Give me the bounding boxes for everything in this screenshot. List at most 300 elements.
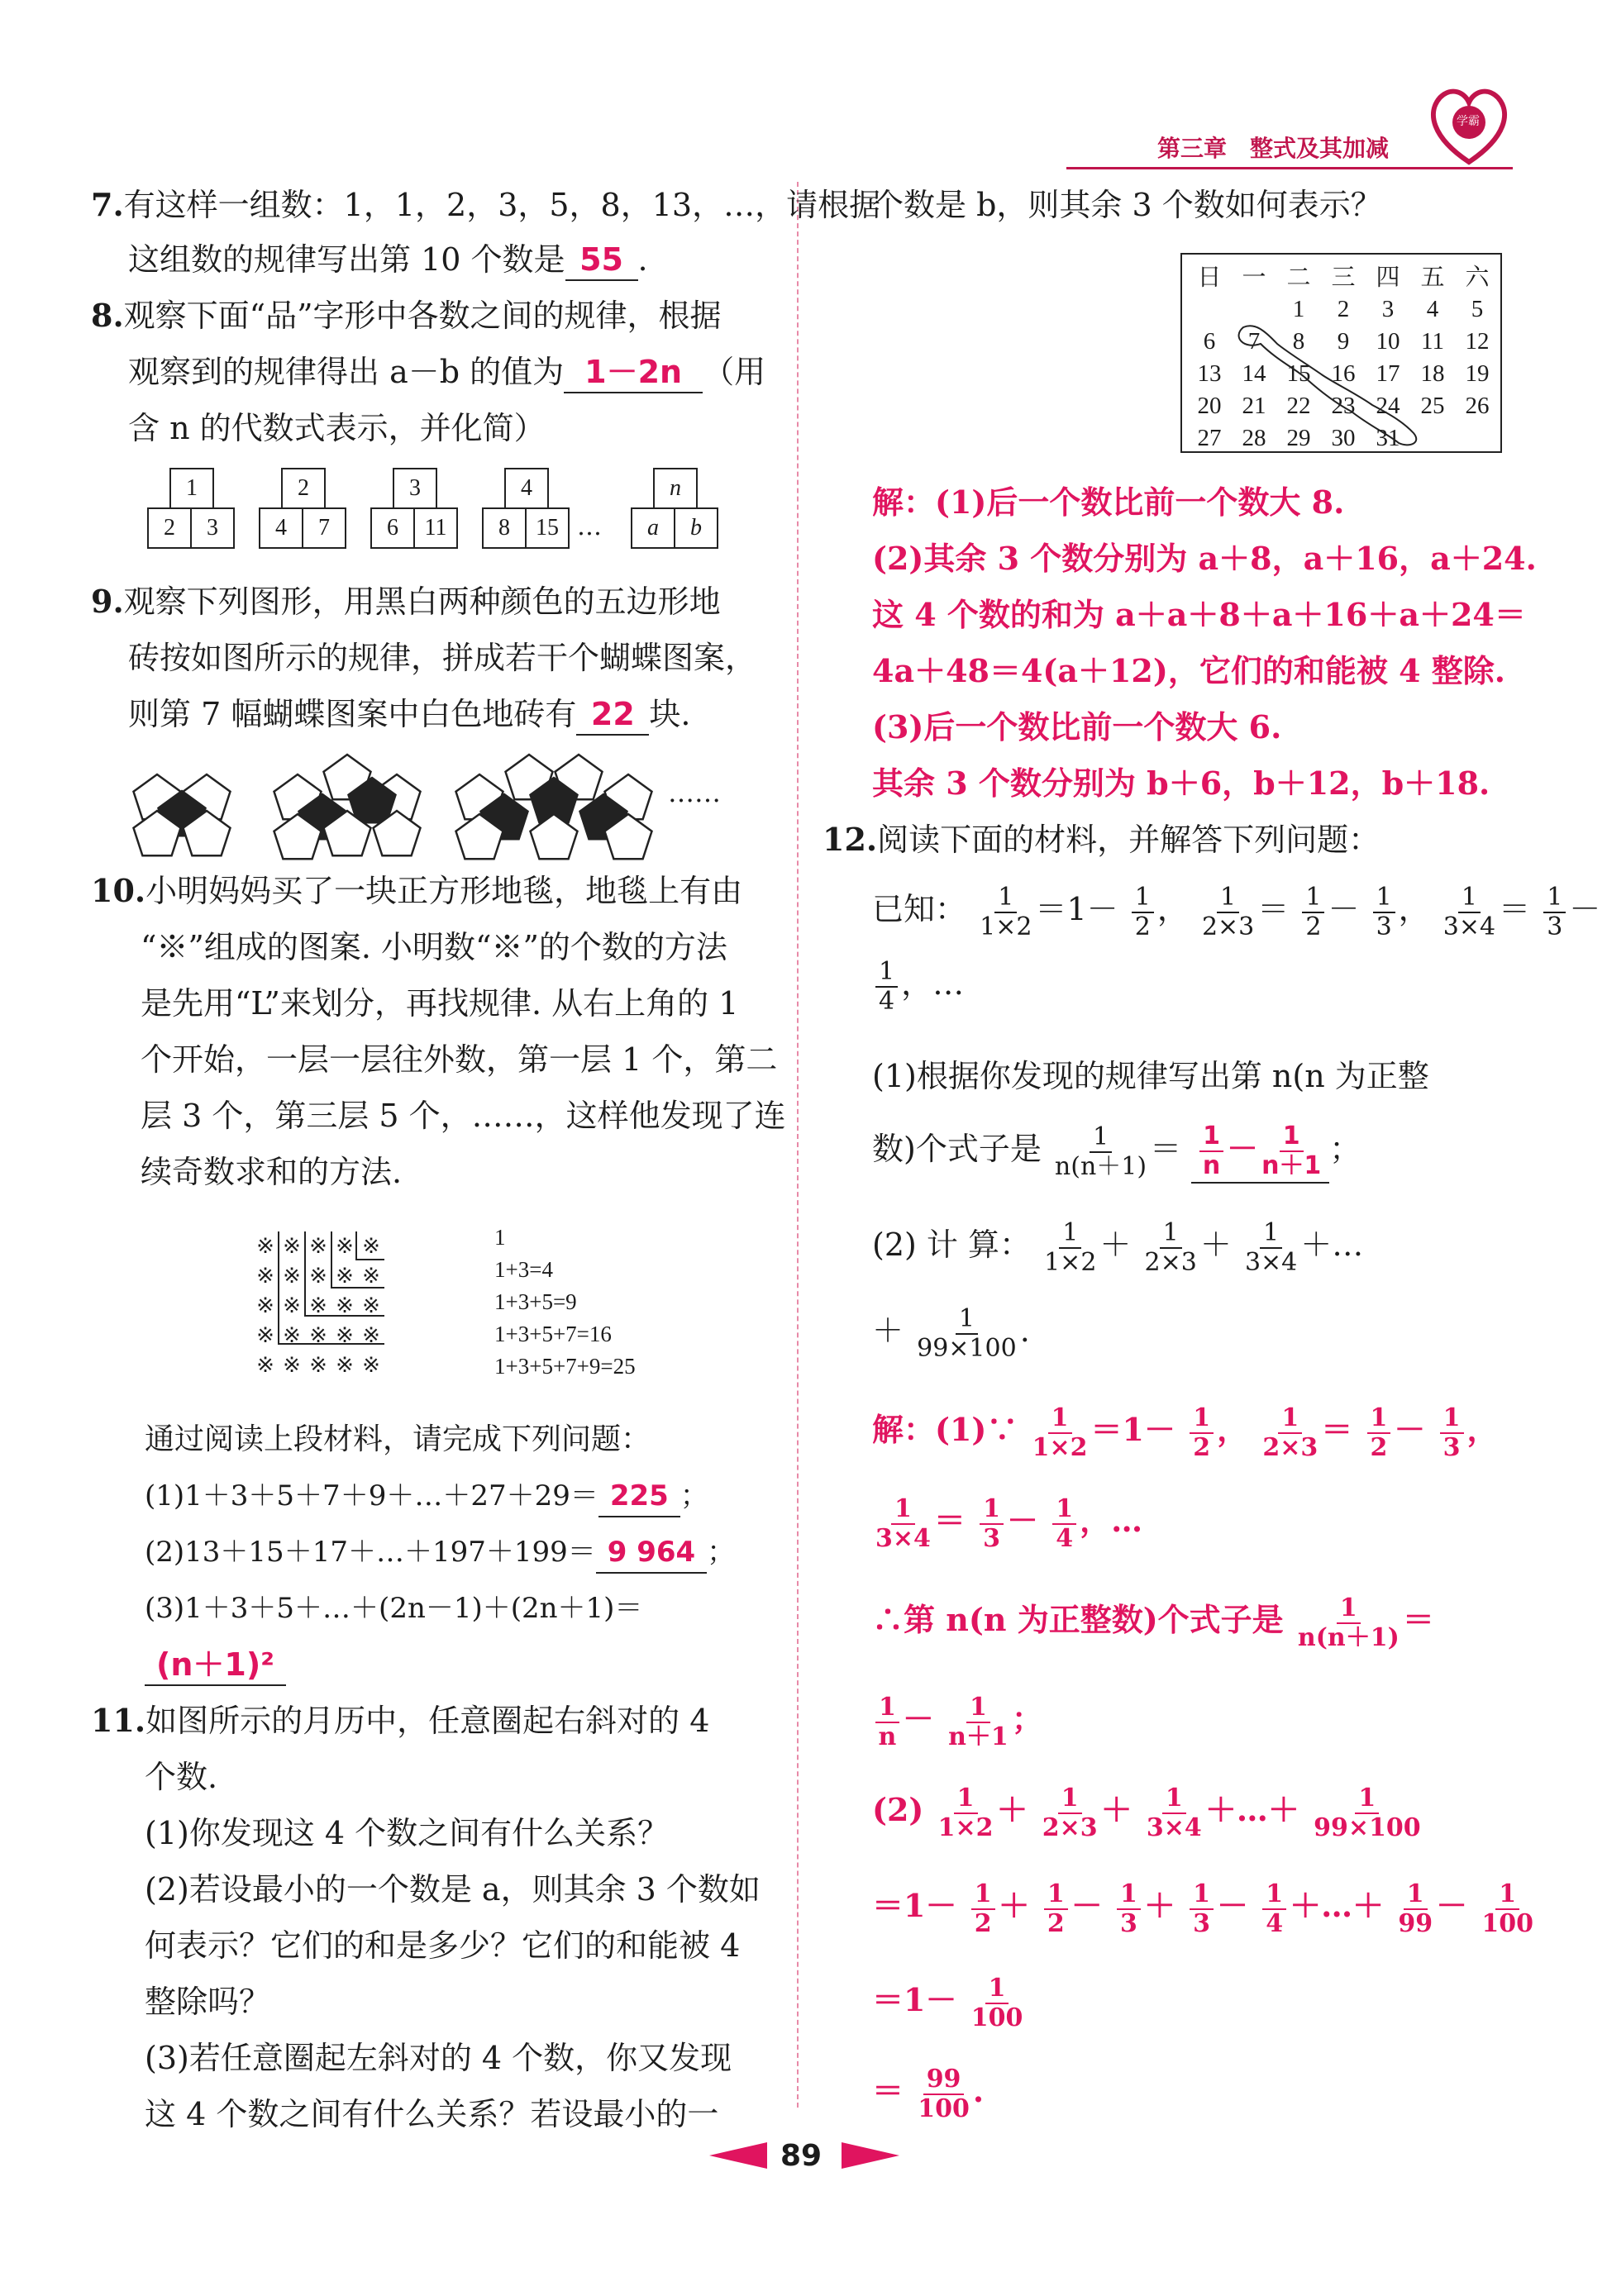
frac (1117, 1880, 1141, 1938)
q12-sol-8 (872, 2058, 984, 2124)
cal-day: 25 (1420, 393, 1445, 419)
sym: ， (1398, 891, 1430, 927)
sym: ＝ (1090, 1411, 1123, 1448)
q10-sum-3: 1+3+5=9 (494, 1289, 577, 1314)
frac (1042, 1784, 1098, 1842)
q8-fig1-left: 2 (147, 507, 192, 549)
q10-line5: 层 3 个，第三层 5 个，……，这样他发现了连 (141, 1098, 786, 1134)
q11-line8: 这 4 个数之间有什么关系？若设最小的一 (145, 2096, 719, 2132)
q9-text1: 观察下列图形，用黑白两种颜色的五边形地 (123, 584, 721, 620)
cal-day: 7 (1247, 328, 1261, 355)
den: 4 (1056, 1523, 1074, 1553)
frac (1314, 1784, 1421, 1842)
q11-number: 11. (91, 1702, 146, 1739)
q10-sym: ※ (309, 1264, 327, 1289)
cal-day: 2 (1337, 296, 1350, 322)
cal-day: 29 (1286, 425, 1311, 451)
q9-text2: 砖按如图所示的规律，拼成若干个蝴蝶图案， (128, 640, 757, 676)
sym: － (1216, 1887, 1248, 1924)
q7-end: . (637, 241, 648, 278)
sym: － (1394, 1411, 1426, 1448)
sym: … (1321, 1887, 1353, 1924)
num: 1 (1117, 1880, 1141, 1910)
num: 1 (994, 884, 1017, 913)
sym: － (925, 1981, 957, 2018)
sym: － (1436, 1887, 1468, 1924)
cal-day: 11 (1421, 328, 1444, 355)
frac-1-3x4 (1245, 1219, 1297, 1277)
cal-header: 五 (1420, 264, 1445, 291)
cal-day: 1 (1292, 296, 1305, 322)
q11-calendar (1180, 253, 1502, 453)
cal-header: 日 (1197, 264, 1222, 291)
frac-1-1x2 (980, 884, 1032, 941)
num: 99 (923, 2065, 965, 2095)
frac (1298, 1594, 1400, 1652)
q10-sym: ※ (283, 1293, 301, 1318)
sym: . (972, 2072, 985, 2109)
sym: . (1019, 1312, 1030, 1349)
cal-day: 31 (1376, 425, 1400, 451)
sym: ＝ (872, 2072, 904, 2109)
den: n＋1 (948, 1722, 1009, 1751)
den: 3 (1547, 912, 1563, 941)
cal-day: 8 (1292, 328, 1305, 355)
sym: ＝ (1321, 1411, 1353, 1448)
column-divider (797, 182, 799, 2108)
sym: ， (901, 965, 933, 1002)
den: n(n＋1) (1054, 1151, 1147, 1181)
q10-sym: ※ (336, 1353, 354, 1378)
q12-title (823, 820, 1380, 860)
num: 1 (1260, 1219, 1282, 1249)
sym: － (1227, 1131, 1259, 1167)
num: 1 (1280, 1122, 1304, 1152)
q11-line4: (2)若设最小的一个数是 a，则其余 3 个数如 (145, 1871, 761, 1908)
sym: ＝ (1257, 891, 1290, 927)
q8-number: 8. (91, 297, 124, 334)
den: 99 (1398, 1908, 1433, 1938)
q11-text1: 如图所示的月历中，任意圈起右斜对的 4 (145, 1703, 710, 1739)
q10-answer2: 9 964 (596, 1532, 707, 1574)
q12-title-text: 阅读下面的材料，并解答下列问题： (877, 822, 1380, 858)
q10-sym: ※ (309, 1293, 327, 1318)
sym: ， (1080, 1502, 1112, 1539)
den: 3 (1119, 1908, 1137, 1938)
sym: ＋ (1352, 1887, 1385, 1924)
sym: － (1071, 1887, 1103, 1924)
q8-text2b: （用 (703, 354, 766, 390)
sym: ， (1217, 1411, 1249, 1448)
num: 1 (1217, 884, 1239, 913)
frac (1440, 1404, 1464, 1462)
den: 3×4 (875, 1523, 931, 1553)
q10-sym: ※ (256, 1353, 274, 1378)
frac (1190, 1404, 1214, 1462)
num: 1 (1199, 1122, 1223, 1152)
q10-sym: ※ (336, 1323, 354, 1348)
sym: ＋ (872, 1312, 904, 1349)
sym: ＋ (1290, 1887, 1322, 1924)
den: 3×4 (1244, 1247, 1298, 1277)
sym: － (1086, 891, 1118, 927)
den: 100 (970, 2003, 1023, 2032)
q12-sol-head: 解：(1)∵ (872, 1411, 1018, 1448)
frac-1-4 (875, 958, 898, 1016)
den: 2 (1047, 1908, 1065, 1938)
den: 4 (1266, 1908, 1284, 1938)
frac-1-2x3 (1202, 884, 1254, 941)
q10-sum-4: 1+3+5+7=16 (494, 1322, 612, 1346)
frac (1398, 1880, 1433, 1938)
q11-line1 (91, 1701, 709, 1741)
frac (1052, 1495, 1076, 1553)
cal-day: 12 (1465, 328, 1490, 355)
q10-prompt: 通过阅读上段材料，请完成下列问题： (145, 1422, 651, 1456)
sym: 1 (1122, 1411, 1144, 1448)
frac-1-1x2 (1044, 1219, 1096, 1277)
sym: ＋ (1099, 1227, 1132, 1263)
cal-day: 13 (1197, 360, 1222, 387)
sym: － (1328, 891, 1360, 927)
sym: － (1144, 1411, 1176, 1448)
q10-sym: ※ (362, 1353, 380, 1378)
sym: ＋ (1100, 1791, 1133, 1828)
den: 1×2 (937, 1813, 994, 1842)
q9-dots: …… (668, 777, 721, 808)
num: 1 (1162, 1784, 1186, 1814)
q10-sym: ※ (336, 1293, 354, 1318)
cal-day: 18 (1420, 360, 1445, 387)
frac (1262, 1404, 1318, 1462)
den: 3×4 (1442, 912, 1496, 941)
frac-1-2 (1132, 884, 1154, 941)
q7-line1 (91, 185, 880, 225)
den: 99×100 (917, 1333, 1017, 1363)
num: 1 (1160, 1219, 1182, 1249)
den: 2×3 (1042, 1813, 1098, 1842)
sym: … (1236, 1791, 1268, 1828)
sym: ＝ (872, 1887, 904, 1924)
q10-p3-text: (3)1＋3＋5＋…＋(2n－1)＋(2n＋1)＝ (145, 1592, 643, 1625)
den: 2 (1305, 912, 1322, 941)
q8-text1: 观察下面“品”字形中各数之间的规律，根据 (123, 298, 722, 334)
q8-answer: 1－2n (564, 352, 703, 393)
frac (938, 1784, 994, 1842)
cal-day: 3 (1381, 296, 1395, 322)
q11-sol-3: 这 4 个数的和为 a＋a＋8＋a＋16＋a＋24＝ (872, 596, 1526, 633)
den: 3 (983, 1523, 1001, 1553)
q10-sym: ※ (283, 1234, 301, 1259)
q8-line3 (128, 408, 546, 448)
num: 1 (985, 1974, 1009, 2004)
sym: ， (1466, 1411, 1499, 1448)
den: n(n＋1) (1297, 1622, 1400, 1652)
frac (875, 1693, 899, 1751)
q10-line6: 续奇数求和的方法. (141, 1154, 403, 1190)
den: 99×100 (1314, 1813, 1421, 1842)
cal-day: 15 (1286, 360, 1311, 387)
cal-day: 6 (1203, 328, 1216, 355)
sym: － (902, 1700, 934, 1737)
cal-day: 19 (1465, 360, 1490, 387)
frac-1-nn1 (1055, 1123, 1147, 1181)
frac-1-3x4 (1443, 884, 1495, 941)
q12-sol2-label: (2) (872, 1791, 924, 1828)
q8-fig1-right: 3 (190, 507, 235, 549)
q10-sym: ※ (256, 1323, 274, 1348)
sym: ＋ (1199, 1227, 1232, 1263)
q8-text3: 含 n 的代数式表示，并化简） (128, 410, 546, 446)
q8-fig3-top: 3 (393, 468, 437, 509)
num: 1 (1543, 884, 1566, 913)
q8-fig4-right: 15 (525, 507, 570, 549)
sym: ＋ (1204, 1791, 1237, 1828)
q7-text2: 这组数的规律写出第 10 个数是 (128, 241, 565, 278)
logo-text: 学霸 (1457, 115, 1480, 128)
num: 1 (1440, 1404, 1464, 1434)
sym: 1 (1066, 891, 1087, 927)
num: 1 (1058, 1784, 1082, 1814)
frac (971, 1880, 995, 1938)
cal-day: 28 (1242, 425, 1266, 451)
den: 2×3 (1144, 1247, 1197, 1277)
frac-1-3 (1373, 884, 1395, 941)
q8-fig5-left: a (631, 507, 675, 549)
sym: － (1569, 891, 1601, 927)
q8-fig5-top: n (653, 468, 698, 509)
frac-final (918, 2065, 970, 2123)
q8-line1 (91, 296, 722, 336)
cal-day: 16 (1331, 360, 1356, 387)
cal-day: 22 (1286, 393, 1311, 419)
q12-sol-n: ∴第 n(n 为正整数)个式子是 (872, 1601, 1284, 1638)
num: 1 (1048, 1404, 1072, 1434)
sym: 1 (904, 1981, 926, 2018)
sym: － (1007, 1502, 1039, 1539)
frac (1147, 1784, 1202, 1842)
q10-sym: ※ (362, 1264, 380, 1289)
frac (875, 1495, 931, 1553)
q10-sym: ※ (256, 1264, 274, 1289)
frac (1481, 1880, 1533, 1938)
q10-part2 (145, 1532, 735, 1574)
q10-sym: ※ (283, 1264, 301, 1289)
num: 1 (875, 1693, 899, 1723)
den: n (1202, 1150, 1221, 1180)
den: n＋1 (1261, 1150, 1322, 1180)
q10-line4: 个开始，一层一层往外数，第一层 1 个，第二 (141, 1041, 778, 1078)
q8-fig3-right: 11 (413, 507, 458, 549)
sym: ＋ (998, 1887, 1030, 1924)
q12-sol-6 (872, 1873, 1537, 1939)
q8-line2 (128, 352, 765, 393)
sym: ＝ (1402, 1601, 1434, 1638)
q11-line7: (3)若任意圈起左斜对的 4 个数，你又发现 (145, 2040, 732, 2076)
frac-1-n1 (1261, 1122, 1321, 1180)
den: 2×3 (1262, 1432, 1319, 1462)
num: 1 (1190, 1880, 1214, 1910)
q8-fig2-right: 7 (302, 507, 346, 549)
q8-fig5-right: b (674, 507, 718, 549)
q10-p1-text: (1)1＋3＋5＋7＋9＋…＋27＋29＝ (145, 1479, 598, 1512)
sym: … (932, 965, 965, 1002)
q12-q2-cont (872, 1298, 1030, 1364)
sym: ， (1156, 891, 1189, 927)
q8-fig4-top: 4 (504, 468, 549, 509)
q10-sym: ※ (309, 1353, 327, 1378)
frac-1-99x100 (917, 1305, 1017, 1363)
cal-day: 20 (1197, 393, 1222, 419)
q10-line2: “※”组成的图案. 小明数“※”的个数的方法 (141, 929, 727, 965)
sym: ＝ (1150, 1131, 1182, 1167)
q9-number: 9. (91, 583, 124, 620)
q11-line6: 整除吗？ (145, 1984, 271, 2020)
q10-sym: ※ (256, 1234, 274, 1259)
sym: … (1111, 1502, 1143, 1539)
num: 1 (1302, 884, 1324, 913)
q8-fig2-left: 4 (259, 507, 303, 549)
logo (1423, 79, 1514, 170)
q11-line3: (1)你发现这 4 个数之间有什么关系？ (145, 1815, 670, 1851)
q10-sym: ※ (283, 1323, 301, 1348)
q12-number: 12. (823, 821, 878, 858)
num: 1 (1367, 1404, 1391, 1434)
q11-sol-1: 解：(1)后一个数比前一个数大 8. (872, 483, 1345, 521)
q10-sums (494, 1222, 636, 1383)
page-number: 89 (780, 2139, 823, 2173)
q10-sym: ※ (362, 1293, 380, 1318)
q12-sol-2 (872, 1488, 1142, 1554)
num: 1 (1404, 1880, 1428, 1910)
num: 1 (1059, 1219, 1081, 1249)
frac-1-2x3 (1145, 1219, 1197, 1277)
q8-text2: 观察到的规律得出 a－b 的值为 (128, 354, 565, 390)
cal-day: 9 (1337, 328, 1350, 355)
q11-line2: 个数. (145, 1759, 218, 1795)
q12-answer1 (1191, 1116, 1329, 1184)
q12-q1a: (1)根据你发现的规律写出第 n(n 为正整 (872, 1058, 1429, 1094)
q10-number: 10. (91, 872, 146, 909)
q8-figures (147, 468, 742, 559)
den: 2 (974, 1908, 992, 1938)
q10-sym: ※ (309, 1323, 327, 1348)
num: 1 (891, 1495, 915, 1525)
q12-known (872, 876, 1600, 942)
sym: ＋ (1143, 1887, 1175, 1924)
q12-known-2 (872, 950, 964, 1017)
sym: ＋ (996, 1791, 1028, 1828)
num: 1 (875, 958, 898, 988)
den: 3 (1193, 1908, 1210, 1938)
den: 100 (918, 2094, 970, 2123)
den: 2 (1193, 1432, 1211, 1462)
cal-day: 14 (1242, 360, 1266, 387)
cal-header: 四 (1376, 264, 1400, 291)
q7-text1: 有这样一组数：1，1，2，3，5，8，13，…，请根据 (123, 187, 881, 223)
num: 1 (1458, 884, 1481, 913)
q10-sum-5: 1+3+5+7+9=25 (494, 1354, 636, 1379)
q8-fig2-top: 2 (281, 468, 326, 509)
den: 1×2 (1032, 1432, 1088, 1462)
q10-part3 (145, 1589, 642, 1628)
q10-sym: ※ (336, 1264, 354, 1289)
cal-day: 5 (1471, 296, 1484, 322)
frac (971, 1974, 1023, 2032)
q11-sol-5: (3)后一个数比前一个数大 6. (872, 708, 1282, 745)
q8-dots: … (577, 512, 602, 541)
q12-sol-7 (872, 1967, 1026, 2033)
den: 3 (1376, 912, 1392, 941)
sym: ＝ (1499, 891, 1531, 927)
q10-text1: 小明妈妈买了一块正方形地毯，地毯上有由 (145, 873, 743, 909)
q10-symbol-grid (252, 1231, 417, 1380)
q10-line1 (91, 871, 742, 911)
frac (1032, 1404, 1088, 1462)
q10-semi2: ； (707, 1536, 736, 1569)
num: 1 (1373, 884, 1395, 913)
q9-text3: 则第 7 幅蝴蝶图案中白色地砖有 (128, 696, 577, 732)
q10-sym: ※ (336, 1234, 354, 1259)
q10-sym: ※ (362, 1323, 380, 1348)
frac-1-2b (1302, 884, 1324, 941)
q11-sol-4: 4a＋48＝4(a＋12)，它们的和能被 4 整除. (872, 652, 1505, 689)
den: 1×2 (1044, 1247, 1097, 1277)
q9-line1 (91, 582, 721, 622)
q12-q1b (872, 1116, 1361, 1182)
sym: ； (1011, 1700, 1043, 1737)
cal-day: 30 (1331, 425, 1356, 451)
q12-q2 (872, 1212, 1363, 1278)
q9-answer: 22 (576, 694, 649, 736)
cal-header: 二 (1286, 264, 1311, 291)
frac-1-3b (1543, 884, 1566, 941)
num: 1 (1337, 1594, 1361, 1624)
den: n (878, 1722, 897, 1751)
q10-line3: 是先用“L”来划分，再找规律. 从右上角的 1 (141, 985, 739, 1022)
cal-day: 26 (1465, 393, 1490, 419)
q11-sol-6: 其余 3 个数分别为 b＋6，b＋12，b＋18. (872, 765, 1490, 802)
cal-circled-diagonal (1182, 255, 1500, 451)
num: 1 (1044, 1880, 1068, 1910)
den: 2×3 (1201, 912, 1255, 941)
num: 1 (1090, 1123, 1112, 1153)
q8-fig4-left: 8 (482, 507, 527, 549)
num: 1 (966, 1693, 990, 1723)
q12-sol-3 (872, 1587, 1434, 1653)
cal-header: 六 (1465, 264, 1490, 291)
cal-day: 10 (1376, 328, 1400, 355)
cal-day: 24 (1376, 393, 1400, 419)
frac-1-n (1199, 1122, 1223, 1180)
sym: ＝ (872, 1981, 904, 2018)
num: 1 (1190, 1404, 1214, 1434)
q10-answer3: (n＋1)² (145, 1645, 286, 1686)
frac (980, 1495, 1004, 1553)
frac (1044, 1880, 1068, 1938)
num: 1 (1052, 1495, 1076, 1525)
frac (948, 1693, 1009, 1751)
frac (1190, 1880, 1214, 1938)
den: 100 (1481, 1908, 1533, 1938)
sym: ； (1329, 1131, 1361, 1167)
cal-header: 三 (1331, 264, 1356, 291)
sym: － (925, 1887, 957, 1924)
sym: ＋ (1300, 1227, 1333, 1263)
cal-day: 21 (1242, 393, 1266, 419)
den: 2 (1134, 912, 1151, 941)
q10-sum-1: 1 (494, 1225, 506, 1250)
